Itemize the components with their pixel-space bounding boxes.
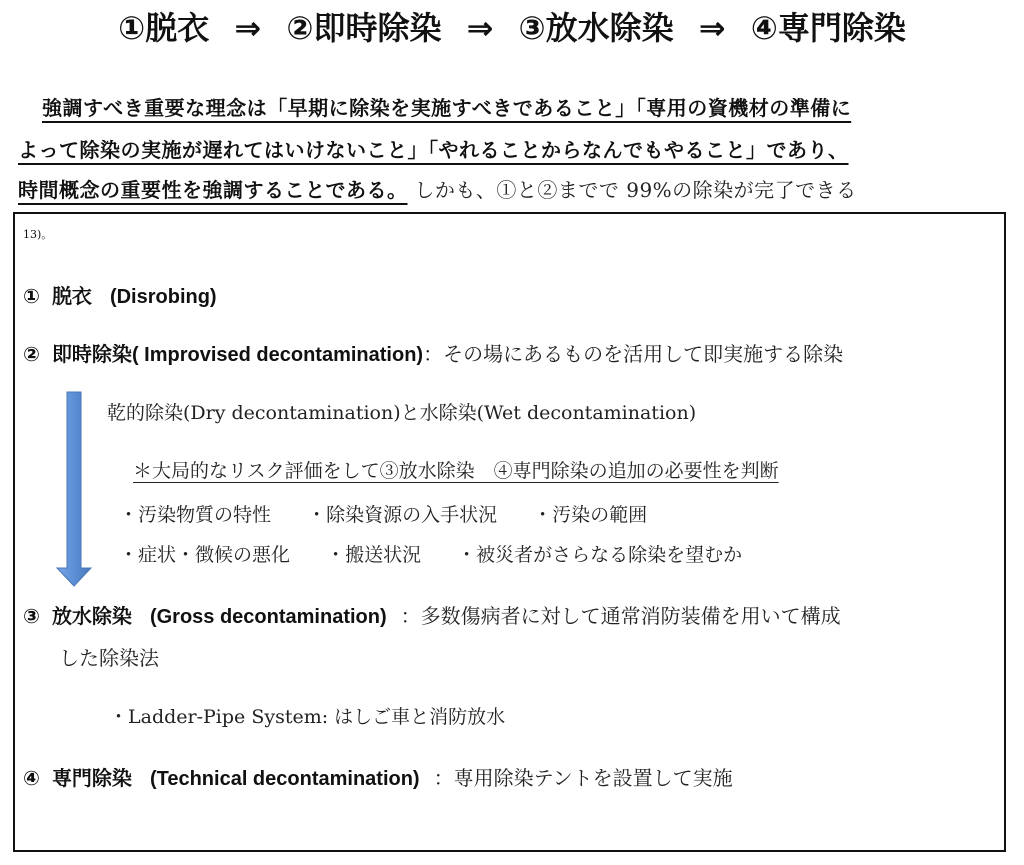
step-3-english: (Gross decontamination) [149, 606, 387, 628]
step-1-name: 脱衣 [51, 284, 92, 308]
step-4-english: (Technical decontamination) [149, 768, 420, 790]
title-step3: ③放水除染 [518, 9, 674, 47]
step-3-number: ③ [23, 604, 40, 628]
step-2-number: ② [23, 342, 40, 366]
page-title [0, 6, 1024, 50]
step-2-bullets-row-1 [119, 502, 677, 528]
step-4-name: 専門除染 [51, 766, 132, 790]
decontamination-steps-box [13, 212, 1006, 852]
step-2-description: ：その場にあるものを活用して即実施する除染 [423, 342, 844, 366]
right-arrow-icon: ⇒ [466, 9, 494, 47]
intro-text-1: 強調すべき重要な理念は「早期に除染を実施すべきであること」「専用の資機材の準備に [42, 96, 852, 120]
intro-text-3-underlined: 時間概念の重要性を強調することである。 [18, 178, 408, 202]
step-3-heading [23, 602, 841, 631]
right-arrow-icon: ⇒ [234, 9, 262, 47]
bullet-item: ・除染資源の入手状況 [307, 504, 498, 526]
intro-text-3-plain: しかも、①と②までで 99%の除染が完了できる [414, 178, 857, 202]
intro-line-1 [42, 94, 851, 122]
step-1-heading [23, 282, 217, 311]
step-4-number: ④ [23, 766, 40, 790]
step-1-english: (Disrobing) [109, 286, 217, 308]
bullet-item: ・被災者がさらなる除染を望むか [457, 544, 743, 566]
step-3-name: 放水除染 [51, 604, 132, 628]
step-1-number: ① [23, 284, 40, 308]
title-step1: ①脱衣 [118, 9, 210, 47]
intro-line-3 [18, 176, 857, 204]
step-2-heading [23, 340, 843, 369]
step-4-description: ：専用除染テントを設置して実施 [433, 766, 733, 790]
bullet-item: ・汚染の範囲 [533, 504, 648, 526]
step-2-risk-note: ＊大局的なリスク評価をして③放水除染 ④専門除染の追加の必要性を判断 [133, 460, 779, 482]
step-2-subtext: 乾的除染(Dry decontamination)と水除染(Wet decontamination) [107, 402, 697, 424]
step-2-name: 即時除染 [51, 342, 132, 366]
intro-line-2 [18, 136, 849, 164]
step-3-description: ：多数傷病者に対して通常消防装備を用いて構成 [400, 604, 841, 628]
bullet-item: ・搬送状況 [326, 544, 422, 566]
intro-text-2: よって除染の実施が遅れてはいけないこと」「やれることからなんでもやること」であり、 [18, 138, 849, 162]
bullet-item: ・症状・徴候の悪化 [119, 544, 291, 566]
step-2-english: ( Improvised decontamination) [131, 344, 424, 366]
right-arrow-icon: ⇒ [698, 9, 726, 47]
bullet-item: ・汚染物質の特性 [119, 504, 272, 526]
reference-marker: 13)。 [23, 228, 53, 241]
step-2-bullets-row-2 [119, 542, 772, 568]
step-4-heading [23, 764, 733, 793]
title-step4: ④専門除染 [750, 9, 906, 47]
step-3-description-cont: した除染法 [59, 646, 159, 670]
down-arrow-icon [53, 390, 95, 590]
step-3-subtext: ・Ladder-Pipe System: はしご車と消防放水 [109, 706, 506, 728]
title-step2: ②即時除染 [286, 9, 442, 47]
